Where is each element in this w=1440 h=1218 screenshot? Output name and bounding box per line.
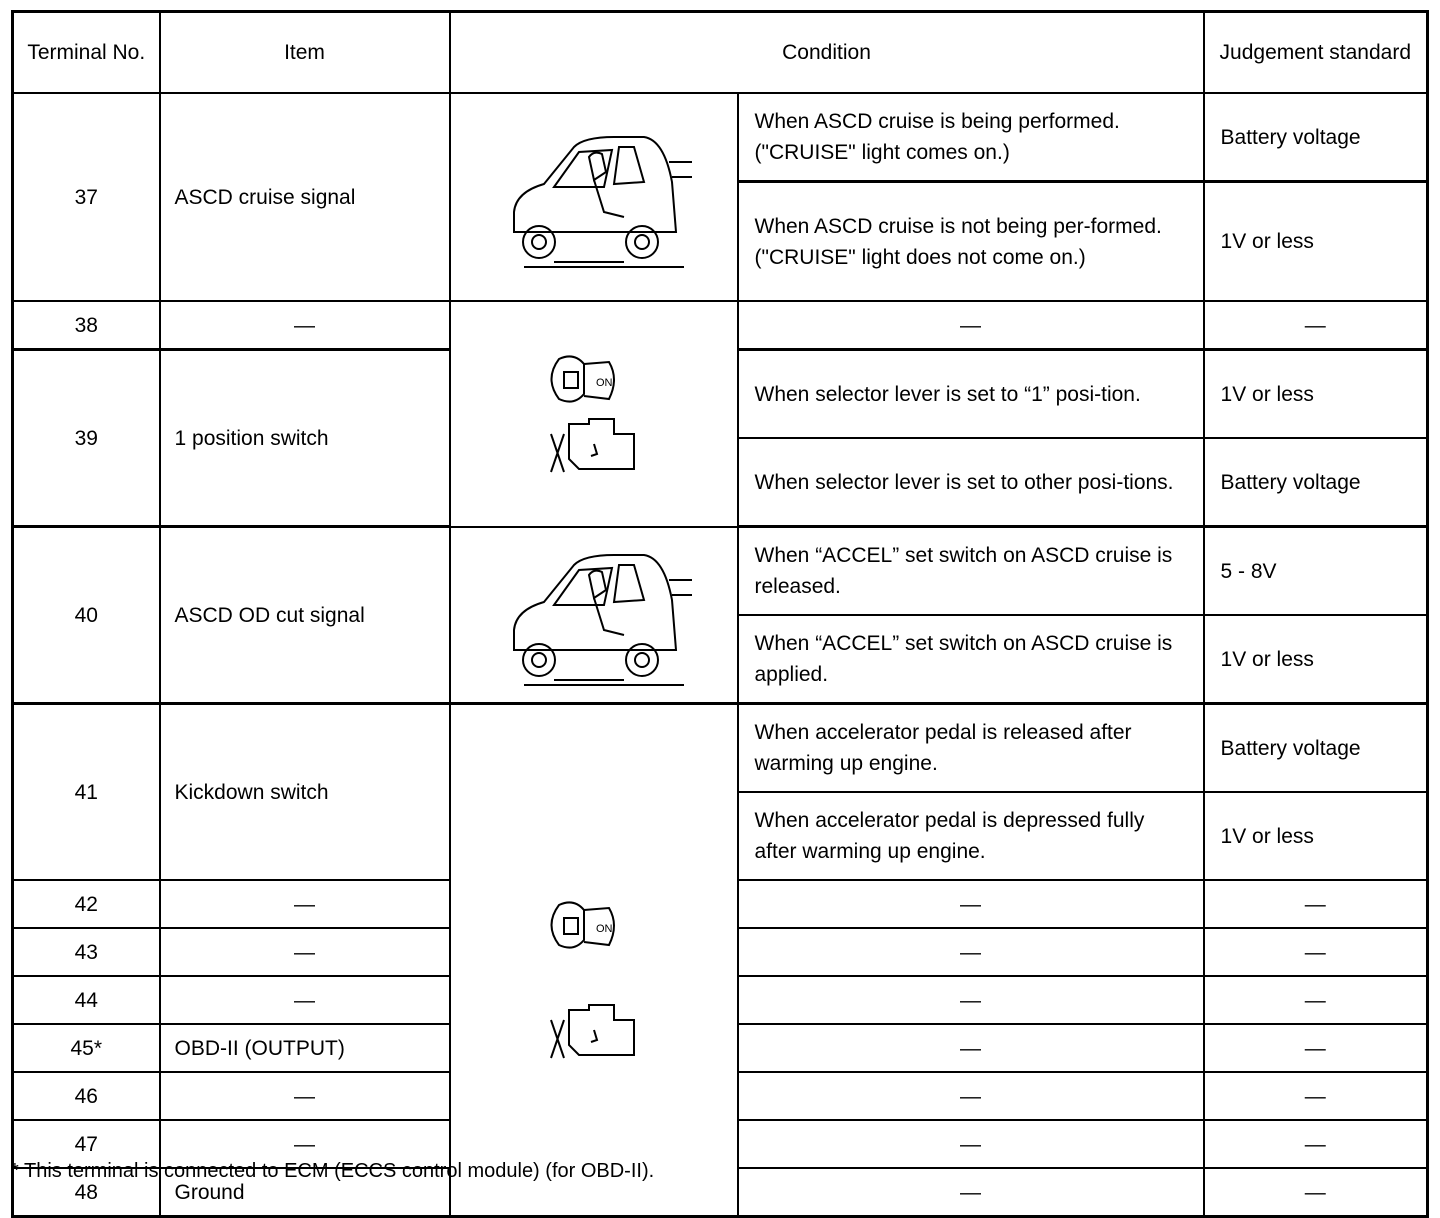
table-row [13,301,1428,350]
item-name: — [160,928,450,976]
terminal-spec-table [11,10,1429,1218]
terminal-number: 41 [13,704,160,881]
judgement-value: — [1204,1168,1428,1217]
ignition-engine-illustration [450,301,738,527]
condition-text: — [738,976,1204,1024]
condition-text: When ASCD cruise is not being per-formed. ("CRUISE" light does not come on.) [738,182,1204,302]
header-item: Item [160,12,450,94]
judgement-value: 1V or less [1204,615,1428,704]
terminal-number: 40 [13,527,160,704]
item-name: Ground [160,1168,450,1217]
ignition-engine-illustration [450,704,738,1217]
condition-text: — [738,1120,1204,1168]
item-name: OBD-II (OUTPUT) [160,1024,450,1072]
judgement-value: 1V or less [1204,350,1428,439]
item-name: ASCD OD cut signal [160,527,450,704]
condition-text: When “ACCEL” set switch on ASCD cruise is released. [738,527,1204,616]
item-name: — [160,880,450,928]
driving-car-illustration [450,527,738,704]
terminal-number: 37 [13,93,160,301]
judgement-value: Battery voltage [1204,704,1428,793]
item-name: 1 position switch [160,350,450,527]
item-name: Kickdown switch [160,704,450,881]
judgement-value: 1V or less [1204,792,1428,880]
table-row [13,704,1428,793]
condition-text: — [738,880,1204,928]
header-terminal: Terminal No. [13,12,160,94]
judgement-value: Battery voltage [1204,93,1428,182]
terminal-number: 45* [13,1024,160,1072]
judgement-value: — [1204,928,1428,976]
judgement-value: — [1204,1072,1428,1120]
item-name: — [160,1072,450,1120]
judgement-value: 5 - 8V [1204,527,1428,616]
item-name: — [160,976,450,1024]
header-judgement: Judgement standard [1204,12,1428,94]
judgement-value: 1V or less [1204,182,1428,302]
judgement-value: — [1204,976,1428,1024]
condition-text: — [738,1168,1204,1217]
condition-text: When selector lever is set to “1” posi-tion. [738,350,1204,439]
terminal-number: 48 [13,1168,160,1217]
header-condition: Condition [450,12,1204,94]
terminal-number: 38 [13,301,160,350]
judgement-value: Battery voltage [1204,438,1428,527]
terminal-number: 46 [13,1072,160,1120]
judgement-value: — [1204,1024,1428,1072]
terminal-number: 47 [13,1120,160,1168]
item-name: — [160,301,450,350]
item-name: ASCD cruise signal [160,93,450,301]
condition-text: When “ACCEL” set switch on ASCD cruise is applied. [738,615,1204,704]
header-row [13,12,1428,94]
condition-text: — [738,928,1204,976]
terminal-number: 39 [13,350,160,527]
judgement-value: — [1204,301,1428,350]
condition-text: When accelerator pedal is depressed fully after warming up engine. [738,792,1204,880]
terminal-number: 42 [13,880,160,928]
terminal-number: 44 [13,976,160,1024]
table-row [13,93,1428,182]
condition-text: — [738,301,1204,350]
driving-car-illustration [450,93,738,301]
condition-text: — [738,1072,1204,1120]
judgement-value: — [1204,1120,1428,1168]
judgement-value: — [1204,880,1428,928]
condition-text: When accelerator pedal is released after warming up engine. [738,704,1204,793]
item-name: — [160,1120,450,1168]
ignition-key-on-icon [539,344,649,484]
terminal-number: 43 [13,928,160,976]
condition-text: — [738,1024,1204,1072]
car-driving-icon [494,122,694,272]
footnote: * This terminal is connected to ECM (ECCS control module) (for OBD-II). [11,1160,655,1182]
condition-text: When selector lever is set to other posi-tions. [738,438,1204,527]
condition-text: When ASCD cruise is being performed. ("CRUISE" light comes on.) [738,93,1204,182]
table-row [13,527,1428,616]
key-on-label: ON [595,376,612,389]
ignition-key-on-icon [539,890,649,1070]
key-on-label: ON [595,923,612,935]
car-driving-icon [494,540,694,690]
